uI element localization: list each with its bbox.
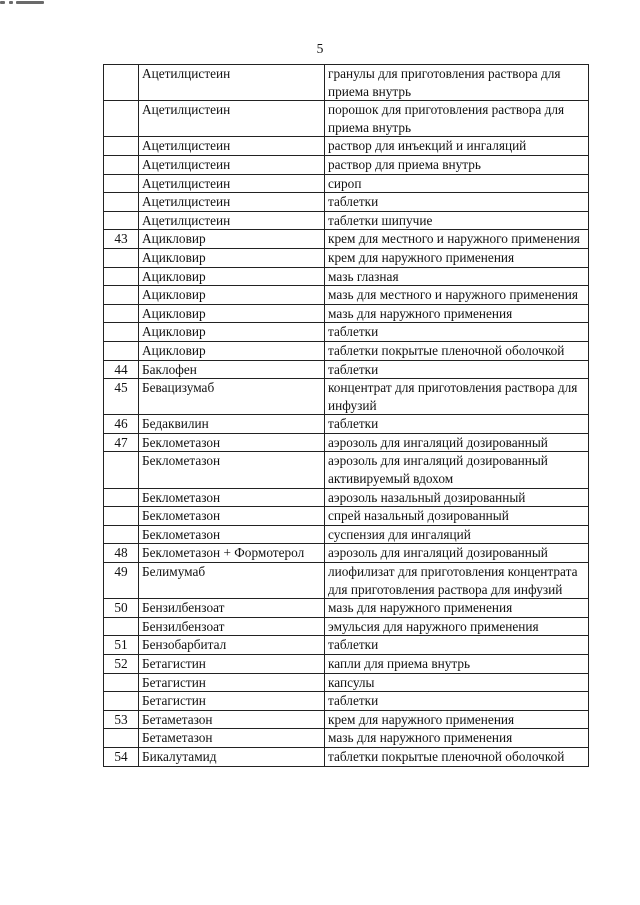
dosage-form: мазь для наружного применения (325, 599, 589, 618)
table-row (104, 544, 589, 563)
row-number (104, 507, 139, 526)
table-row (104, 673, 589, 692)
table-row (104, 155, 589, 174)
dosage-form: мазь для наружного применения (325, 304, 589, 323)
dosage-form: мазь для местного и наружного применения (325, 286, 589, 305)
drug-name: Ацикловир (139, 230, 325, 249)
table-row (104, 710, 589, 729)
drug-name: Беклометазон + Формотерол (139, 544, 325, 563)
dosage-form: суспензия для ингаляций (325, 525, 589, 544)
table-row (104, 304, 589, 323)
table-row (104, 174, 589, 193)
table-row (104, 379, 589, 415)
medication-table (103, 64, 589, 767)
table-row (104, 267, 589, 286)
table-row (104, 433, 589, 452)
drug-name: Беклометазон (139, 433, 325, 452)
row-number (104, 452, 139, 488)
drug-name: Бензилбензоат (139, 599, 325, 618)
dosage-form: капли для приема внутрь (325, 655, 589, 674)
table-row (104, 211, 589, 230)
row-number: 47 (104, 433, 139, 452)
dosage-form: раствор для приема внутрь (325, 155, 589, 174)
drug-name: Ацетилцистеин (139, 193, 325, 212)
dosage-form: таблетки покрытые пленочной оболочкой (325, 747, 589, 766)
table-row (104, 286, 589, 305)
drug-name: Бедаквилин (139, 415, 325, 434)
dosage-form: крем для наружного применения (325, 710, 589, 729)
drug-name: Беклометазон (139, 525, 325, 544)
row-number (104, 692, 139, 711)
row-number (104, 101, 139, 137)
table-row (104, 655, 589, 674)
dosage-form: мазь глазная (325, 267, 589, 286)
drug-name: Ацикловир (139, 304, 325, 323)
dosage-form: гранулы для приготовления раствора для приема внутрь (325, 65, 589, 101)
dosage-form: таблетки (325, 360, 589, 379)
row-number (104, 137, 139, 156)
dosage-form: аэрозоль для ингаляций дозированный (325, 433, 589, 452)
drug-name: Бевацизумаб (139, 379, 325, 415)
drug-name: Бетагистин (139, 655, 325, 674)
row-number (104, 673, 139, 692)
table-row (104, 101, 589, 137)
row-number: 50 (104, 599, 139, 618)
dosage-form: концентрат для приготовления раствора для инфузий (325, 379, 589, 415)
row-number: 44 (104, 360, 139, 379)
table-row (104, 507, 589, 526)
drug-name: Ацетилцистеин (139, 137, 325, 156)
row-number (104, 211, 139, 230)
table-row (104, 617, 589, 636)
drug-name: Бетагистин (139, 673, 325, 692)
row-number (104, 729, 139, 748)
dosage-form: аэрозоль назальный дозированный (325, 488, 589, 507)
dosage-form: таблетки (325, 323, 589, 342)
drug-name: Ацикловир (139, 248, 325, 267)
table-row (104, 65, 589, 101)
drug-name: Ацикловир (139, 267, 325, 286)
dosage-form: капсулы (325, 673, 589, 692)
dosage-form: мазь для наружного применения (325, 729, 589, 748)
dosage-form: раствор для инъекций и ингаляций (325, 137, 589, 156)
row-number (104, 174, 139, 193)
row-number (104, 267, 139, 286)
drug-name: Ацетилцистеин (139, 155, 325, 174)
row-number (104, 525, 139, 544)
row-number (104, 341, 139, 360)
drug-name: Ацетилцистеин (139, 65, 325, 101)
drug-name: Баклофен (139, 360, 325, 379)
row-number: 49 (104, 563, 139, 599)
dosage-form: крем для наружного применения (325, 248, 589, 267)
drug-name: Ацетилцистеин (139, 211, 325, 230)
row-number (104, 488, 139, 507)
drug-name: Ацетилцистеин (139, 101, 325, 137)
table-row (104, 692, 589, 711)
table-row (104, 636, 589, 655)
dosage-form: крем для местного и наружного применения (325, 230, 589, 249)
dosage-form: таблетки (325, 193, 589, 212)
row-number (104, 286, 139, 305)
page-number: 5 (316, 41, 324, 56)
table-row (104, 193, 589, 212)
drug-name: Ацикловир (139, 323, 325, 342)
drug-name: Ацикловир (139, 286, 325, 305)
dosage-form: таблетки (325, 415, 589, 434)
row-number: 51 (104, 636, 139, 655)
table-row (104, 452, 589, 488)
row-number: 45 (104, 379, 139, 415)
drug-name: Бензобарбитал (139, 636, 325, 655)
dosage-form: порошок для приготовления раствора для приема внутрь (325, 101, 589, 137)
drug-name: Бетаметазон (139, 710, 325, 729)
table-row (104, 323, 589, 342)
drug-name: Бензилбензоат (139, 617, 325, 636)
drug-name: Беклометазон (139, 507, 325, 526)
dosage-form: таблетки шипучие (325, 211, 589, 230)
drug-name: Бикалутамид (139, 747, 325, 766)
scan-artifact (0, 0, 46, 6)
table-row (104, 525, 589, 544)
drug-name: Беклометазон (139, 488, 325, 507)
dosage-form: таблетки (325, 692, 589, 711)
table-row (104, 415, 589, 434)
dosage-form: таблетки (325, 636, 589, 655)
row-number (104, 304, 139, 323)
medication-table-body (104, 65, 589, 767)
row-number: 46 (104, 415, 139, 434)
table-row (104, 488, 589, 507)
drug-name: Ацикловир (139, 341, 325, 360)
row-number (104, 248, 139, 267)
row-number (104, 65, 139, 101)
table-row (104, 137, 589, 156)
drug-name: Ацетилцистеин (139, 174, 325, 193)
dosage-form: сироп (325, 174, 589, 193)
dosage-form: лиофилизат для приготовления концентрата для приготовления раствора для инфузий (325, 563, 589, 599)
table-row (104, 599, 589, 618)
dosage-form: эмульсия для наружного применения (325, 617, 589, 636)
row-number (104, 155, 139, 174)
row-number (104, 323, 139, 342)
table-row (104, 360, 589, 379)
dosage-form: аэрозоль для ингаляций дозированный (325, 544, 589, 563)
table-row (104, 563, 589, 599)
dosage-form: таблетки покрытые пленочной оболочкой (325, 341, 589, 360)
dosage-form: аэрозоль для ингаляций дозированный активируемый вдохом (325, 452, 589, 488)
table-row (104, 747, 589, 766)
table-row (104, 341, 589, 360)
row-number (104, 617, 139, 636)
row-number: 43 (104, 230, 139, 249)
drug-name: Бетагистин (139, 692, 325, 711)
row-number: 53 (104, 710, 139, 729)
row-number (104, 193, 139, 212)
drug-name: Бетаметазон (139, 729, 325, 748)
row-number: 48 (104, 544, 139, 563)
table-row (104, 230, 589, 249)
row-number: 52 (104, 655, 139, 674)
drug-name: Беклометазон (139, 452, 325, 488)
drug-name: Белимумаб (139, 563, 325, 599)
table-row (104, 248, 589, 267)
row-number: 54 (104, 747, 139, 766)
dosage-form: спрей назальный дозированный (325, 507, 589, 526)
table-row (104, 729, 589, 748)
